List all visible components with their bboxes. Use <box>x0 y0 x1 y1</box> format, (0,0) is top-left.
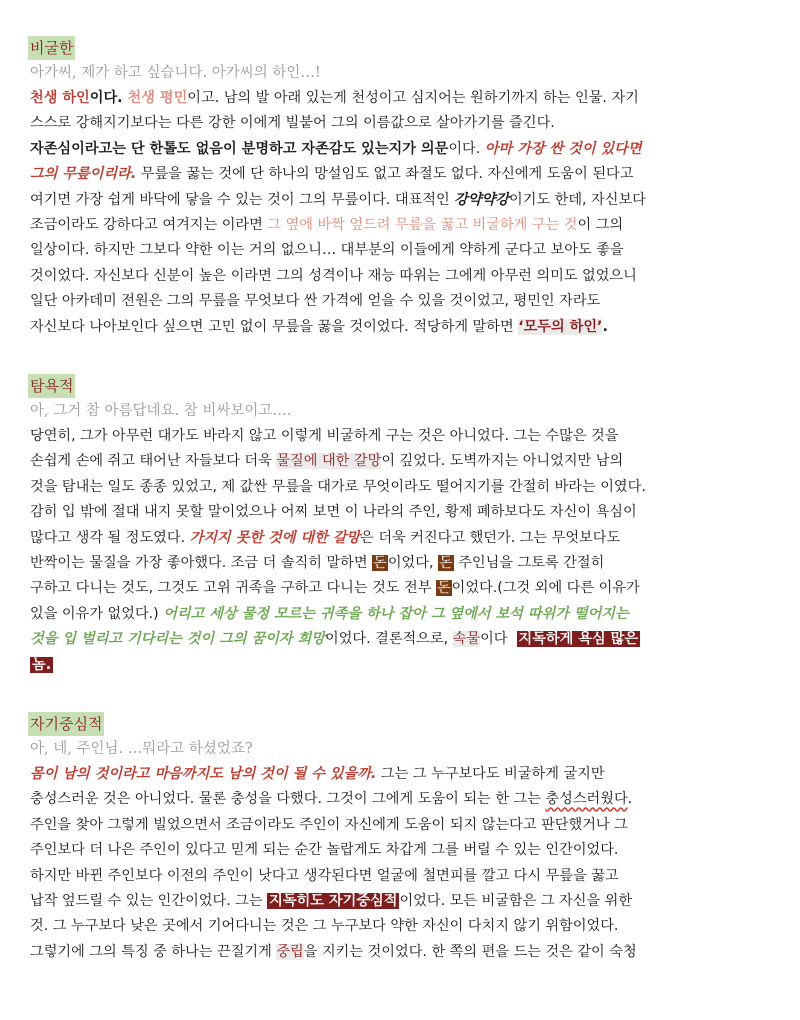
text-run: 지독히도 자기중심적 <box>269 893 398 909</box>
body-line <box>30 315 775 340</box>
text-run: 지독하게 욕심 많은 <box>518 631 639 648</box>
text-run: 이었다, <box>387 555 438 571</box>
text-run: 반짝이는 물질을 가장 좋아했다. 조금 더 솔직히 말하면 <box>30 555 373 571</box>
text-run: 어리고 세상 물정 모르는 귀족을 하나 잡아 그 옆에서 보석 따위가 떨어지는 <box>163 605 629 622</box>
body-line <box>30 424 775 449</box>
text-run: 이 그의 <box>577 217 624 233</box>
text-run: 이다 <box>480 631 517 648</box>
text-run: 무릎을 꿇는 것에 단 하나의 망설임도 없고 좌절도 없다. 자신에게 도움이 된다고 <box>136 166 634 183</box>
body-line <box>30 627 775 652</box>
text-run: 강약약강 <box>454 191 509 208</box>
body-line <box>30 213 775 238</box>
text-run: 있을 이유가 없었다.) <box>30 605 164 622</box>
body-line <box>30 162 775 187</box>
text-run: 주인님을 그토록 간절히 <box>453 555 605 571</box>
body-line <box>30 238 775 263</box>
text-run: 은 더욱 커진다고 했던가. 그는 무엇보다도 <box>360 529 621 546</box>
body-line <box>30 137 775 162</box>
body-line <box>30 889 775 914</box>
body-line <box>30 914 775 939</box>
body-line <box>30 576 775 601</box>
text-run: 이었다. 모든 비굴함은 그 자신을 위한 <box>399 893 633 909</box>
text-run: 자신보다 나아보인다 싶으면 고민 없이 무릎을 꿇을 것이었다. 적당하게 말하면 <box>30 318 519 335</box>
text-run: 것. 그 누구보다 낮은 곳에서 기어다니는 것은 그 누구보다 약한 자신이 다치지 않기 위함이었다. <box>30 918 619 935</box>
body-line <box>30 264 775 289</box>
text-run: 이다. <box>89 90 128 106</box>
body-line <box>30 449 775 474</box>
section-heading: 비굴한 <box>28 36 75 60</box>
body-line <box>30 475 775 500</box>
body-line <box>30 762 775 787</box>
body-line <box>30 787 775 812</box>
text-run: 충성스러운 것은 아니었다. 물론 충성을 다했다. 그것이 그에게 도움이 되는 한 그는 <box>30 791 546 808</box>
section-heading: 자기중심적 <box>28 712 104 736</box>
text-run: ‘모두의 하인’ <box>518 318 603 335</box>
text-run: 구하고 다니는 것도, 그것도 고위 귀족을 구하고 다니는 것도 전부 <box>30 580 436 597</box>
text-run: 을 지키는 것이었다. 한 쪽의 편을 드는 것은 같이 숙청 <box>303 943 637 960</box>
text-run: 이 깊었다. 도벽까지는 아니었지만 남의 <box>381 453 624 470</box>
text-run: 속물 <box>452 631 481 648</box>
text-run: 몸이 남의 것이라고 마음까지도 남의 것이 될 수 있을까. <box>30 766 377 782</box>
section-heading: 탐욕적 <box>28 374 75 398</box>
text-run: . <box>627 791 633 808</box>
text-run: 손쉽게 손에 쥐고 태어난 자들보다 더욱 <box>30 453 277 470</box>
text-run: 충성스러웠다 <box>545 791 628 808</box>
text-run: 그의 무릎이리라. <box>30 166 137 183</box>
body-line <box>30 551 775 576</box>
text-run: 스스로 강해지기보다는 다른 강한 이에게 빌붙어 그의 이름값으로 살아가기를 즐긴다. <box>30 115 555 132</box>
text-run: 납작 엎드릴 수 있는 인간이었다. 그는 <box>30 893 268 909</box>
body-line <box>30 940 775 965</box>
text-run: 그렇기에 그의 특징 중 하나는 끈질기게 <box>30 943 277 960</box>
text-run: 여기면 가장 쉽게 바닥에 닿을 수 있는 것이 그의 무릎이다. 대표적인 <box>30 191 455 208</box>
text-run: 이기도 한데, 자신보다 <box>509 191 646 208</box>
text-run: 놈. <box>32 656 52 673</box>
section-quote: 아, 그거 참 아름답네요. 참 비싸보이고…. <box>30 403 292 419</box>
body-line <box>30 838 775 863</box>
text-run: 이었다. 결론적으로, <box>324 631 453 648</box>
text-run: 이고. 남의 발 아래 있는게 천성이고 심지어는 원하기까지 하는 인물. 자기 <box>187 90 639 106</box>
text-run: . <box>602 318 608 335</box>
text-run: 그 옆에 바짝 엎드려 무릎을 꿇고 비굴하게 구는 것 <box>267 217 578 233</box>
text-run: 주인을 찾아 그렇게 빌었으면서 조금이라도 주인이 자신에게 도움이 되지 않는다고 판단했거나 그 <box>30 816 628 833</box>
text-run: 돈 <box>438 555 453 571</box>
text-run: 천생 평민 <box>127 90 188 106</box>
text-run: 자존심이라고는 단 한톨도 없음이 분명하고 자존감도 있는지가 의문 <box>30 140 449 157</box>
text-run: 당연히, 그가 아무런 대가도 바라지 않고 이렇게 비굴하게 구는 것은 아니었다. 그는 수많은 것을 <box>30 428 619 444</box>
body-line <box>30 813 775 838</box>
body-line <box>30 111 775 136</box>
text-run: 조금이라도 강하다고 여겨지는 이라면 <box>30 217 268 233</box>
body-line <box>30 86 775 111</box>
text-run: 것을 입 벌리고 기다리는 것이 그의 꿈이자 희망 <box>30 631 325 648</box>
body-line <box>30 500 775 525</box>
text-run: 하지만 바뀐 주인보다 이전의 주인이 낫다고 생각된다면 얼굴에 철면피를 깔고 다시 무릎을 꿇고 <box>30 867 619 884</box>
text-run: 이다. <box>448 140 485 157</box>
text-run: 많다고 생각 될 정도였다. <box>30 529 190 546</box>
body-line <box>30 653 775 678</box>
body-line <box>30 526 775 551</box>
text-run: 물질에 대한 갈망 <box>276 453 382 470</box>
text-run: 감히 입 밖에 절대 내지 못할 말이었으나 어찌 보면 이 나라의 주인, 황제 폐하보다도 자신이 욕심이 <box>30 504 637 521</box>
text-run: 일상이다. 하지만 그보다 약한 이는 거의 없으니… 대부분의 이들에게 약하게 군다고 보아도 좋을 <box>30 242 624 259</box>
section-quote: 아, 네, 주인님. …뭐라고 하셨었죠? <box>30 741 253 757</box>
section-quote: 아가씨, 제가 하고 싶습니다. 아가씨의 하인…! <box>30 65 321 81</box>
text-run: 일단 아카데미 전원은 그의 무릎을 무엇보다 싼 가격에 얻을 수 있을 것이었고, 평민인 자라도 <box>30 293 601 310</box>
text-run: 돈 <box>373 555 387 571</box>
body-line <box>30 864 775 889</box>
text-run: 돈 <box>436 580 451 597</box>
text-run: 것이었다. 자신보다 신분이 높은 이라면 그의 성격이나 재능 따위는 그에게 아무런 의미도 없었으니 <box>30 267 637 284</box>
text-run: 이었다.(그것 외에 다른 이유가 <box>451 580 640 597</box>
text-run: 천생 하인 <box>30 90 90 106</box>
text-run: 것을 탐내는 일도 종종 있었고, 제 값싼 무릎을 대가로 무엇이라도 떨어지기를 간절히 바라는 이였다. <box>30 478 646 495</box>
body-line <box>30 188 775 213</box>
text-run: 가지지 못한 것에 대한 갈망 <box>189 529 361 546</box>
body-line <box>30 289 775 314</box>
text-run: 그는 그 누구보다도 비굴하게 굴지만 <box>376 766 605 782</box>
text-run: 주인보다 더 나은 주인이 있다고 믿게 되는 순간 놀랍게도 차갑게 그를 버릴 수 있는 인간이었다. <box>30 842 619 859</box>
body-line <box>30 602 775 627</box>
text-run: 중립 <box>276 943 304 960</box>
text-run: 아마 가장 싼 것이 있다면 <box>484 140 642 157</box>
